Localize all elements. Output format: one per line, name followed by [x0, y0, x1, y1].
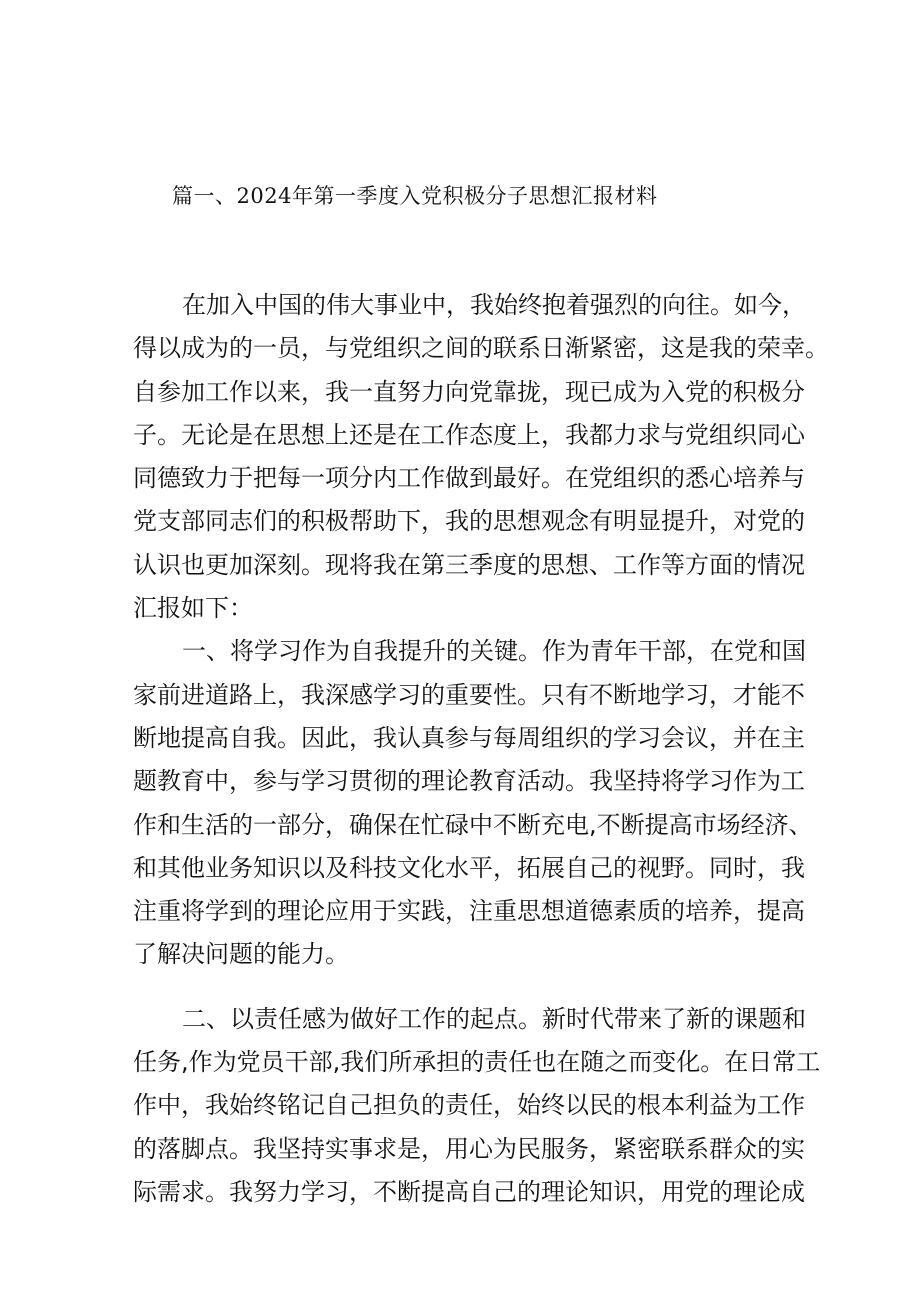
paragraph-line: 同德致力于把每一项分内工作做到最好。在党组织的悉心培养与 [133, 464, 805, 493]
paragraph-line: 注重将学到的理论应用于实践，注重思想道德素质的培养，提高 [133, 897, 805, 926]
paragraph-line: 得以成为的一员，与党组织之间的联系日渐紧密，这是我的荣幸。 [133, 334, 829, 363]
paragraph-spacer [133, 977, 793, 998]
paragraph-line: 一、将学习作为自我提升的关键。作为青年干部，在党和国 [182, 637, 806, 666]
paragraph-line: 子。无论是在思想上还是在工作态度上，我都力求与党组织同心 [133, 420, 805, 449]
paragraph-line: 和其他业务知识以及科技文化水平，拓展自己的视野。同时，我 [133, 853, 805, 882]
paragraph-2 [133, 630, 813, 976]
paragraph-line: 题教育中，参与学习贯彻的理论教育活动。我坚持将学习作为工 [133, 767, 805, 796]
paragraph-line: 在加入中国的伟大事业中，我始终抱着强烈的向往。如今， [182, 291, 806, 319]
paragraph-1 [133, 284, 829, 630]
paragraph-3 [133, 998, 821, 1214]
paragraph-line: 家前进道路上，我深感学习的重要性。只有不断地学习，才能不 [133, 680, 805, 709]
document-title: 篇一、2024年第一季度入党积极分子思想汇报材料 [172, 184, 658, 208]
paragraph-line: 的落脚点。我坚持实事求是，用心为民服务，紧密联系群众的实 [133, 1134, 805, 1163]
paragraph-line: 二、以责任感为做好工作的起点。新时代带来了新的课题和 [182, 1004, 806, 1033]
paragraph-line: 党支部同志们的积极帮助下，我的思想观念有明显提升，对党的 [133, 507, 805, 536]
paragraph-line: 任务,作为党员干部,我们所承担的责任也在随之而变化。在日常工 [133, 1048, 821, 1077]
document-body [133, 284, 829, 1214]
paragraph-line: 自参加工作以来，我一直努力向党靠拢，现已成为入党的积极分 [133, 377, 805, 406]
paragraph-line: 际需求。我努力学习，不断提高自己的理论知识，用党的理论成 [133, 1177, 805, 1206]
paragraph-line: 作中，我始终铭记自己担负的责任，始终以民的根本利益为工作 [133, 1091, 805, 1120]
paragraph-line: 作和生活的一部分，确保在忙碌中不断充电,不断提高市场经济、 [133, 810, 813, 839]
paragraph-line: 认识也更加深刻。现将我在第三季度的思想、工作等方面的情况 [133, 550, 805, 579]
paragraph-line: 了解决问题的能力。 [133, 940, 349, 969]
paragraph-line: 汇报如下： [133, 594, 253, 623]
paragraph-line: 断地提高自我。因此，我认真参与每周组织的学习会议，并在主 [133, 723, 805, 752]
